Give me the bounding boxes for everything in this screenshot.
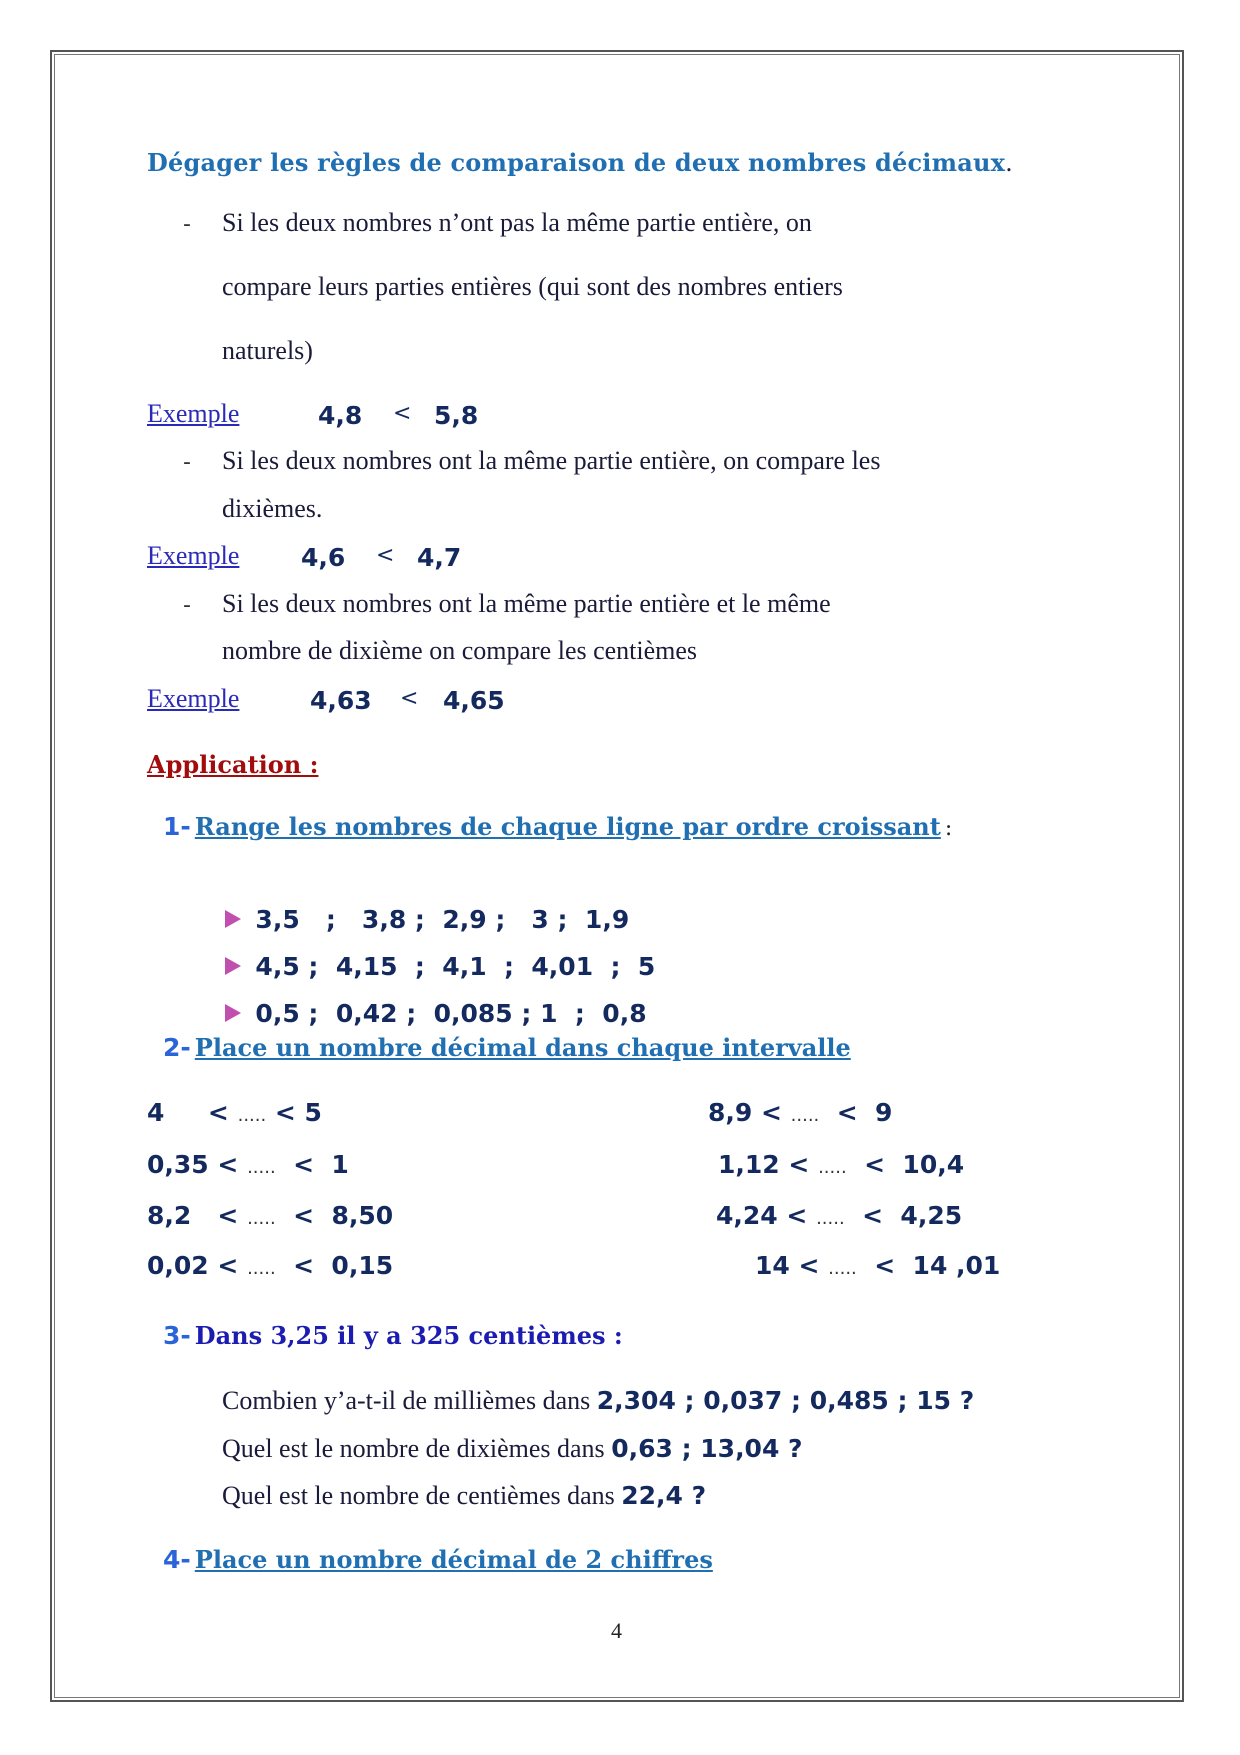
q1-row-1: 3,5 ; 3,8 ; 2,9 ; 3 ; 1,9	[255, 905, 630, 934]
question-3	[163, 1321, 623, 1350]
question-2-text: Place un nombre décimal dans chaque intervalle	[194, 1033, 851, 1062]
rule-3-line-1: Si les deux nombres ont la même partie entière et le même	[222, 589, 831, 618]
example-2-right: 4,7	[417, 543, 462, 572]
question-1-number: 1-	[163, 812, 191, 841]
interval-row	[147, 1201, 393, 1230]
question-3-line-2-text: Quel est le nombre de dixièmes dans	[222, 1434, 612, 1463]
interval-upper: < 9	[819, 1098, 893, 1127]
interval-upper: < 8,50	[275, 1201, 394, 1230]
question-1	[163, 812, 952, 841]
rule-1-bullet: -	[183, 212, 191, 237]
rule-1-line-1: Si les deux nombres n’ont pas la même partie entière, on	[222, 208, 812, 237]
interval-row	[718, 1150, 964, 1179]
question-3-number: 3-	[163, 1321, 191, 1350]
question-4	[163, 1545, 713, 1574]
blank-dots[interactable]: .....	[247, 1208, 276, 1229]
example-1-left: 4,8	[318, 401, 363, 430]
blank-dots[interactable]: .....	[790, 1105, 820, 1126]
rule-2-bullet: -	[183, 450, 191, 475]
blank-dots[interactable]: .....	[818, 1157, 847, 1178]
example-1-right: 5,8	[434, 401, 479, 430]
question-2-number: 2-	[163, 1033, 191, 1062]
rule-2-line-2: dixièmes.	[222, 494, 323, 523]
section-title-period: .	[1005, 149, 1013, 177]
interval-row	[147, 1251, 393, 1280]
question-1-text: Range les nombres de chaque ligne par ordre croissant	[194, 812, 941, 841]
question-4-number: 4-	[163, 1545, 191, 1574]
blank-dots[interactable]: .....	[247, 1157, 276, 1178]
interval-upper: < 4,25	[844, 1201, 963, 1230]
rule-3-bullet: -	[183, 593, 191, 618]
interval-lower: 4 <	[147, 1098, 229, 1127]
example-1-op: <	[393, 401, 412, 426]
question-3-line-1-text: Combien y’a-t-il de millièmes dans	[222, 1386, 597, 1415]
interval-upper: < 1	[275, 1150, 349, 1179]
question-3-line-3-values: 22,4 ?	[621, 1481, 707, 1510]
interval-lower: 14 <	[755, 1251, 820, 1280]
question-3-text: Dans 3,25 il y a 325 centièmes :	[194, 1321, 623, 1350]
interval-lower: 1,12 <	[718, 1150, 810, 1179]
example-2-op: <	[376, 543, 395, 568]
q1-row-2: 4,5 ; 4,15 ; 4,1 ; 4,01 ; 5	[255, 952, 656, 981]
interval-lower: 0,02 <	[147, 1251, 239, 1280]
example-3-op: <	[400, 686, 419, 711]
section-title	[147, 148, 1013, 177]
blank-dots[interactable]: .....	[828, 1258, 857, 1279]
application-heading: Application :	[147, 750, 319, 779]
q1-row-3: 0,5 ; 0,42 ; 0,085 ; 1 ; 0,8	[255, 999, 647, 1028]
question-3-line-1	[222, 1386, 974, 1416]
page-number: 4	[611, 1618, 622, 1643]
blank-dots[interactable]: .....	[237, 1105, 267, 1126]
interval-upper: < 14 ,01	[856, 1251, 1001, 1280]
question-3-line-2-values: 0,63 ; 13,04 ?	[611, 1434, 803, 1463]
list-item	[208, 970, 647, 1028]
interval-lower: 8,2 <	[147, 1201, 239, 1230]
rule-1-line-3: naturels)	[222, 336, 313, 365]
example-3-left: 4,63	[310, 686, 372, 715]
interval-upper: < 5	[266, 1098, 322, 1127]
interval-row	[147, 1150, 349, 1179]
example-3-label: Exemple	[147, 684, 240, 713]
interval-lower: 4,24 <	[716, 1201, 808, 1230]
blank-dots[interactable]: .....	[247, 1258, 276, 1279]
rule-2-line-1: Si les deux nombres ont la même partie entière, on compare les	[222, 446, 881, 475]
question-3-line-2	[222, 1434, 803, 1464]
interval-row	[708, 1098, 892, 1127]
question-3-line-1-values: 2,304 ; 0,037 ; 0,485 ; 15 ?	[596, 1386, 975, 1415]
rule-3-line-2: nombre de dixième on compare les centièmes	[222, 636, 698, 665]
question-4-text: Place un nombre décimal de 2 chiffres	[194, 1545, 713, 1574]
example-1-label: Exemple	[147, 399, 240, 428]
interval-row	[716, 1201, 962, 1230]
example-2-label: Exemple	[147, 541, 240, 570]
blank-dots[interactable]: .....	[816, 1208, 845, 1229]
example-3-right: 4,65	[443, 686, 505, 715]
rule-1-line-2: compare leurs parties entières (qui sont des nombres entiers	[222, 272, 843, 301]
interval-row	[147, 1098, 322, 1127]
section-title-text: Dégager les règles de comparaison de deux nombres décimaux	[147, 148, 1006, 177]
interval-upper: < 0,15	[275, 1251, 394, 1280]
interval-upper: < 10,4	[846, 1150, 965, 1179]
question-3-line-3	[222, 1481, 706, 1511]
question-2	[163, 1033, 851, 1062]
example-2-left: 4,6	[301, 543, 346, 572]
arrow-bullet-icon	[225, 1004, 241, 1022]
question-1-suffix: :	[944, 816, 953, 841]
interval-lower: 0,35 <	[147, 1150, 239, 1179]
question-3-line-3-text: Quel est le nombre de centièmes dans	[222, 1481, 622, 1510]
interval-row	[755, 1251, 1000, 1280]
interval-lower: 8,9 <	[708, 1098, 782, 1127]
